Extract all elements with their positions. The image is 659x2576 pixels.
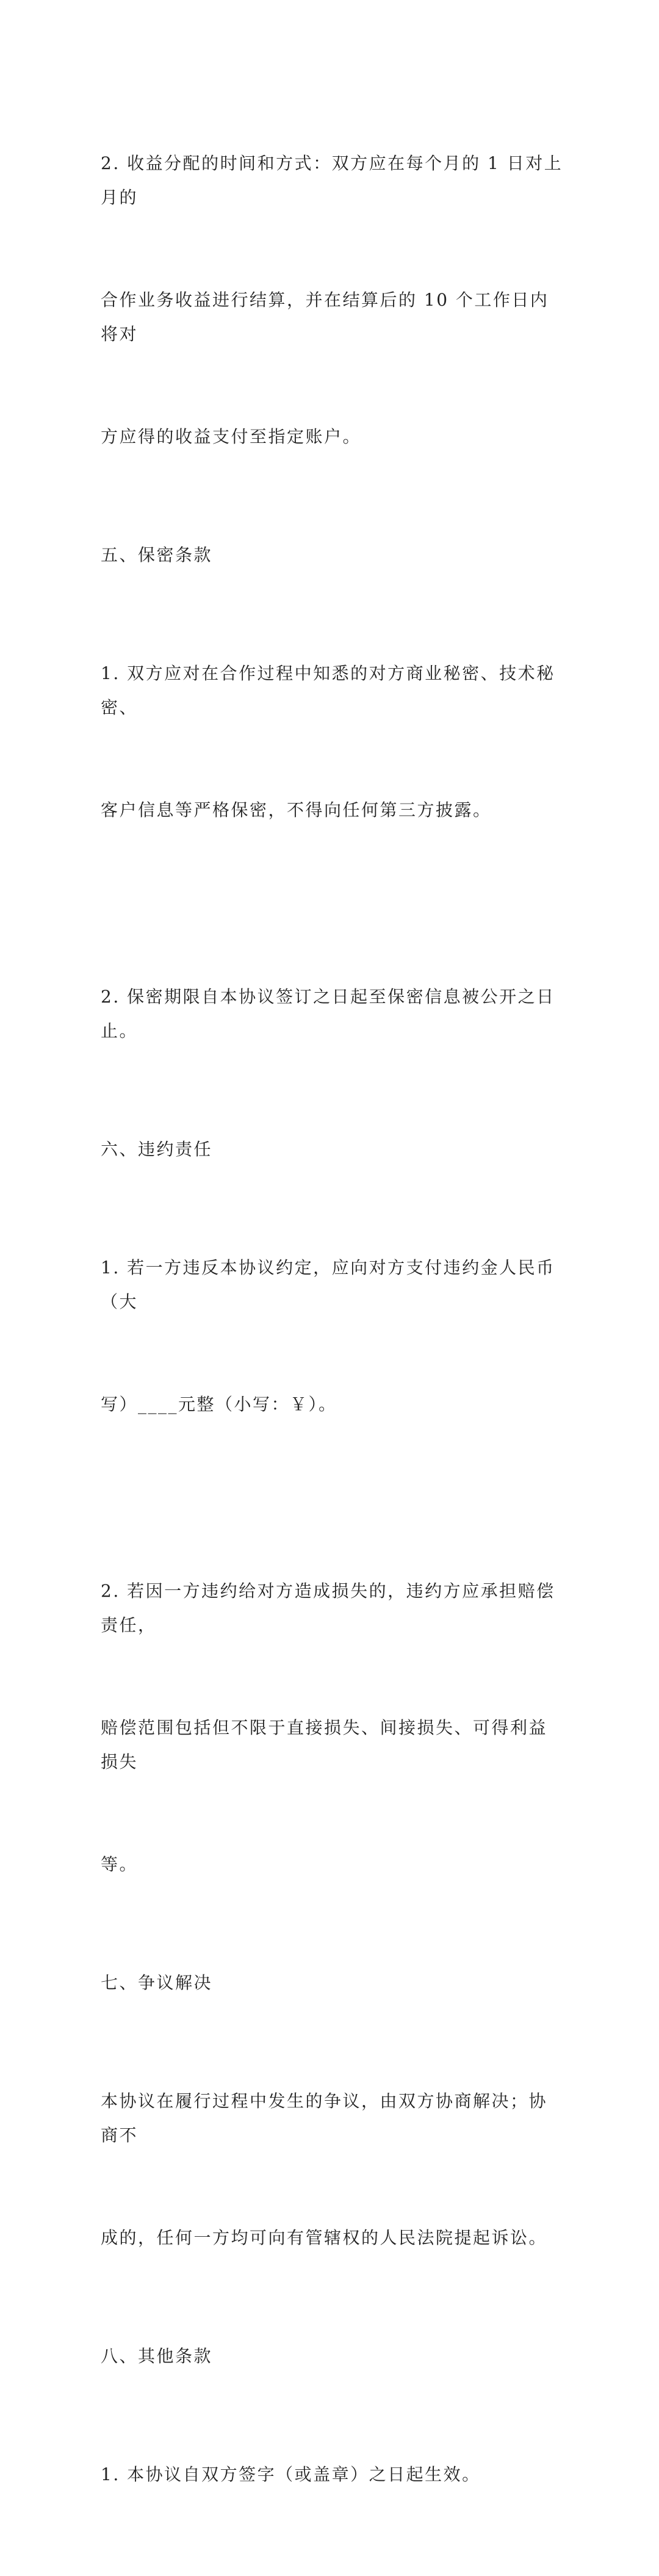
text-line: 方应得的收益支付至指定账户。 [101,426,362,447]
text-line: 1. 本协议自双方签字（或盖章）之日起生效。 [101,2464,481,2484]
heading-text: 七、争议解决 [101,1973,213,1993]
paragraph-confidentiality-2 [101,912,564,1117]
text-line: 合作业务收益进行结算，并在结算后的 10 个工作日内将对 [101,290,549,344]
section-heading-liability [101,1132,564,1167]
text-line: 2. 收益分配的时间和方式：双方应在每个月的 1 日对上月的 [101,153,563,207]
text-line: 1. 双方应对在合作过程中知悉的对方商业秘密、技术秘密、 [101,663,555,718]
text-line: 等。 [101,1854,139,1874]
heading-text: 八、其他条款 [101,2346,213,2366]
text-line: 本协议在履行过程中发生的争议，由双方协商解决；协商不 [101,2091,548,2145]
paragraph-profit-distribution-timing [101,78,564,522]
text-line: 成的，任何一方均可向有管辖权的人民法院提起诉讼。 [101,2228,548,2248]
paragraph-other-terms-1 [101,2389,564,2560]
heading-text: 五、保密条款 [101,545,213,565]
paragraph-liability-2 [101,1506,564,1950]
text-line: 2. 若因一方违约给对方造成损失的，违约方应承担赔偿责任， [101,1581,555,1635]
paragraph-confidentiality-1 [101,588,564,896]
paragraph-liability-1 [101,1182,564,1490]
section-heading-other-terms [101,2339,564,2373]
section-heading-dispute-resolution [101,1966,564,2000]
document-body [101,78,564,2576]
text-line: 1. 若一方违反本协议约定，应向对方支付违约金人民币（大 [101,1257,555,1312]
heading-text: 六、违约责任 [101,1139,213,1159]
text-line: 写）____元整（小写：￥）。 [101,1394,337,1414]
text-line: 客户信息等严格保密，不得向任何第三方披露。 [101,800,492,820]
section-heading-confidentiality [101,538,564,572]
text-line: 赔偿范围包括但不限于直接损失、间接损失、可得利益损失 [101,1718,548,1772]
text-line: 2. 保密期限自本协议签订之日起至保密信息被公开之日止。 [101,987,555,1041]
paragraph-dispute-resolution [101,2016,564,2323]
